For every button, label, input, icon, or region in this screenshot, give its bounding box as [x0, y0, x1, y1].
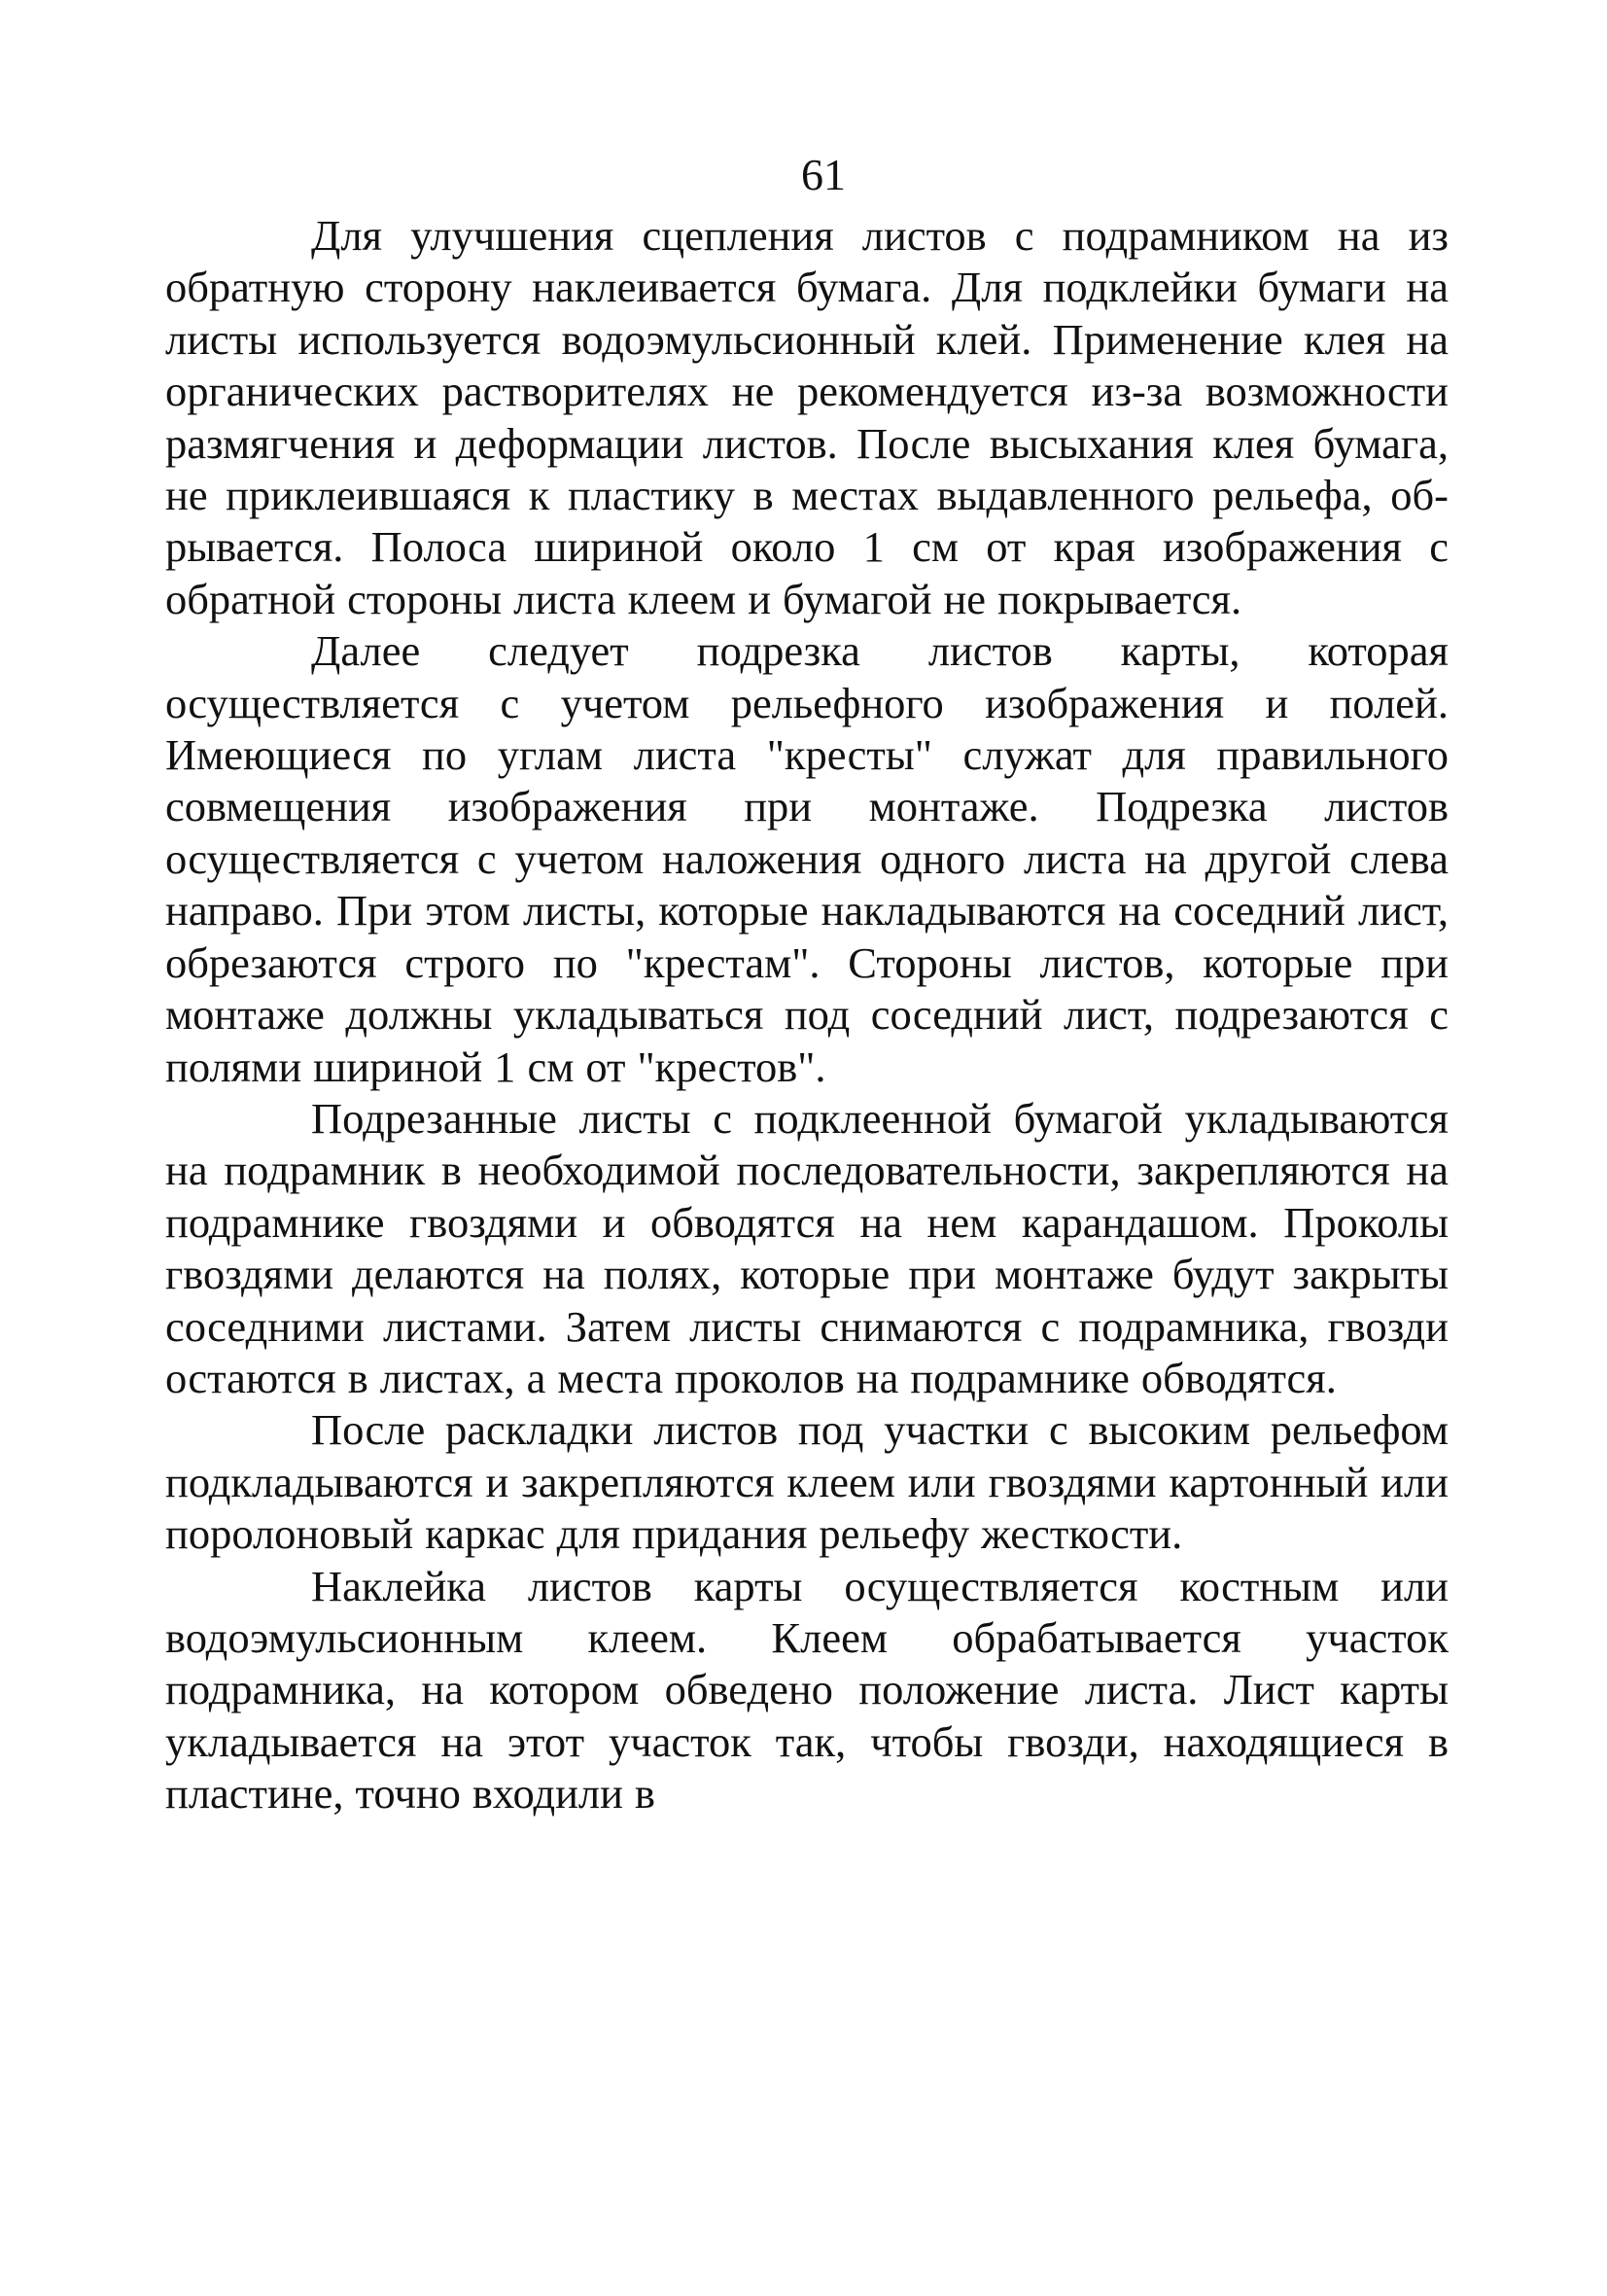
page-number: 61	[801, 150, 846, 199]
document-page	[165, 146, 1449, 1820]
paragraph-4: После раскладки листов под участки с высоким рельефом подкладываются и закрепляются клеем или гвоздями картонный или поролоновый каркас для придания рельефу жесткости.	[165, 1405, 1449, 1559]
paragraph-2: Далее следует подрезка листов карты, которая осуществляется с учетом рельефного изображения и полей. Имеющиеся по углам листа "кресты" служат для правильного совмещения изображения при монтаже. Подрезка листов осуществляется с учетом наложения одного листа на другой слева направо. При этом листы, которые накладываются на соседний лист, обрезаются строго по "крестам". Стороны листов, которые при монтаже должны укладываться под соседний лист, подрезаются с полями шириной 1 см от "крестов".	[165, 626, 1449, 1091]
paragraph-3: Подрезанные листы с подклеенной бумагой укладываются на подрамник в необходимой последовательности, закрепляются на подрамнике гвоздями и обводятся на нем карандашом. Проколы гвоздями делаются на полях, которые при монтаже будут закрыты соседними листами. Затем листы снимаются с подрамника, гвозди остаются в листах, а места проколов на подрамнике обводятся.	[165, 1093, 1449, 1402]
paragraph-1: Для улучшения сцепления листов с подрамником на из обратную сторону наклеивается бумага. Для подклейки бумаги на листы используется водоэмульсионный клей. Применение клея на органических растворителях не рекомендуется из-за возможности размягчения и деформации листов. После высыхания клея бумага, не приклеившаяся к пластику в местах выдавленного рельефа, обрывается. Полоса шириной около 1 см от края изображения с обратной стороны листа клеем и бумагой не покрывается.	[165, 211, 1449, 623]
paragraph-5: Наклейка листов карты осуществляется костным или водоэмульсионным клеем. Клеем обрабатывается участок подрамника, на котором обведено положение листа. Лист карты укладывается на этот участок так, чтобы гвозди, находящиеся в пластине, точно входили в	[165, 1561, 1449, 1819]
